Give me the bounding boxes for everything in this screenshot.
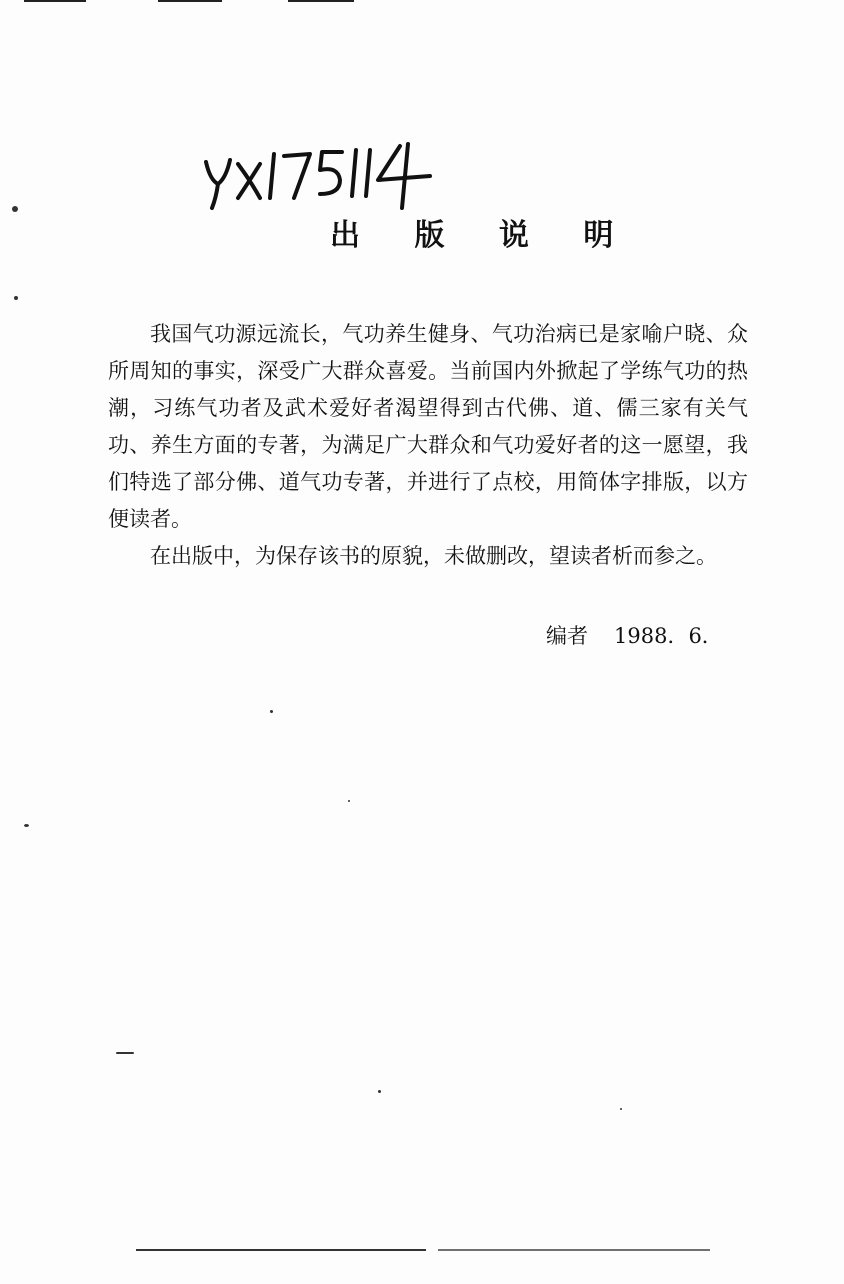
bottom-rule <box>136 1249 426 1251</box>
scan-speck <box>24 824 29 827</box>
scan-speck <box>620 1108 622 1110</box>
body-text <box>108 316 748 575</box>
scan-speck <box>348 800 350 802</box>
paragraph: 我国气功源远流长，气功养生健身、气功治病已是家喻户晓、众所周知的事实，深受广大群众喜爱。当前国内外掀起了学练气功的热潮，习练气功者及武术爱好者渴望得到古代佛、道、儒三家有关气功、养生方面的专著，为满足广大群众和气功爱好者的这一愿望，我们特选了部分佛、道气功专著，并进行了点校，用简体字排版，以方便读者。 <box>108 322 748 531</box>
signature-date: 1988．6． <box>614 624 723 648</box>
scan-speck <box>12 206 18 212</box>
scan-speck <box>378 1090 381 1093</box>
scan-edge-mark <box>24 0 86 2</box>
signature-author: 编者 <box>546 624 588 648</box>
scan-edge-mark <box>288 0 354 2</box>
scan-speck <box>14 296 18 300</box>
signature-line <box>546 620 723 650</box>
paragraph: 在出版中，为保存该书的原貌，未做删改，望读者析而参之。 <box>150 544 717 568</box>
bottom-rule <box>438 1249 710 1251</box>
scan-speck <box>116 1052 134 1054</box>
page-title: 出 版 说 明 <box>330 218 636 253</box>
scan-edge-mark <box>158 0 222 2</box>
scan-speck <box>270 710 273 713</box>
handwritten-catalogue-number <box>198 140 448 220</box>
